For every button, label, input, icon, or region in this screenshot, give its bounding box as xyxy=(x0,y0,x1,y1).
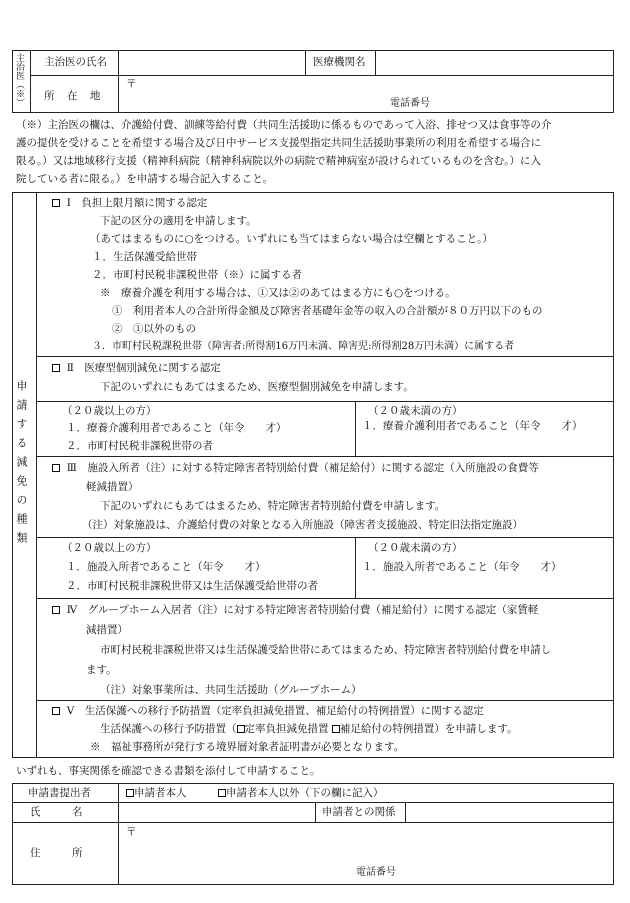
doctor-section-label: 主治医（※） xyxy=(14,53,24,107)
section-5-option-1-checkbox[interactable] xyxy=(237,725,245,733)
submitter-phone-label: 電話番号 xyxy=(356,867,396,878)
section-5-note: ※ 福祉事務所が発行する境界層対象者証明書が必要となります。 xyxy=(90,741,405,753)
section-1-title xyxy=(52,197,207,210)
section-4-title xyxy=(52,604,538,617)
table-border xyxy=(613,50,614,113)
section-1-suboption-1: ① 利用者本人の合計所得金額及び障害者基礎年金等の収入の合計額が８０万円以下のもの xyxy=(112,305,543,317)
section-2-intro: 下記のいずれにもあてはまるため、医療型個別減免を申請します。 xyxy=(100,381,414,393)
section-5-option-2-checkbox[interactable] xyxy=(332,725,340,733)
table-border xyxy=(30,50,31,113)
section-2-minor-heading: （２０歳未満の方） xyxy=(368,405,463,417)
submitter-other-checkbox[interactable] xyxy=(218,789,226,797)
table-border xyxy=(12,783,13,885)
table-border xyxy=(12,192,614,193)
section-4-body-cont: ます。 xyxy=(86,664,117,676)
section-5-option-1-label: 定率負担減免措置 xyxy=(244,723,329,735)
table-border xyxy=(355,401,356,457)
section-3-title xyxy=(52,462,539,475)
submitter-name-label: 氏 名 xyxy=(30,806,83,818)
medical-institution-label: 医療機関名 xyxy=(313,56,366,68)
section-1-intro: 下記の区分の適用を申請します。 xyxy=(100,215,257,227)
section-4-checkbox[interactable] xyxy=(52,606,60,614)
section-3-adult-option-1: １．施設入所者であること（年令 才） xyxy=(66,561,266,573)
table-border xyxy=(12,757,614,758)
table-border xyxy=(12,50,614,51)
section-3-checkbox[interactable] xyxy=(52,464,60,472)
section-5-body-start: 生活保護への移行予防措置（ xyxy=(100,723,237,735)
submitter-label: 申請書提出者 xyxy=(28,787,91,799)
table-border xyxy=(118,50,119,113)
table-border xyxy=(36,700,614,701)
attachment-note: いずれも、事実関係を確認できる書類を添付して申請すること。 xyxy=(16,765,321,777)
section-2-adult-option-1: １．療養介護利用者であること（年令 才） xyxy=(66,422,287,434)
table-border xyxy=(405,802,406,823)
section-3-minor-option-1: １．施設入所者であること（年令 才） xyxy=(362,561,562,573)
section-2-adult-option-2: ２．市町村民税非課税世帯の者 xyxy=(66,440,213,452)
section-3-note: （注）対象施設は、介護給付費の対象となる入所施設（障害者支援施設、特定旧法指定施設） xyxy=(82,519,523,531)
table-border xyxy=(375,50,376,76)
section-1-option-2: ２．市町村民税非課税世帯（※）に属する者 xyxy=(92,269,302,281)
doctor-address-field[interactable] xyxy=(120,77,611,111)
section-3-intro: 下記のいずれにもあてはまるため、特定障害者特別給付費を申請します。 xyxy=(100,500,446,512)
submitter-other-label: 申請者本人以外（下の欄に記入） xyxy=(226,787,384,799)
table-border xyxy=(315,802,316,823)
section-5-title-text: Ⅴ 生活保護への移行予防措置（定率負担減免措置、補足給付の特例措置）に関する認定 xyxy=(66,705,484,717)
doctor-postal-mark: 〒 xyxy=(126,78,137,90)
application-type-label: 申請する減免の種類 xyxy=(15,380,28,551)
section-3-title-cont: 軽減措置） xyxy=(86,481,139,493)
relation-label: 申請者との関係 xyxy=(322,806,396,818)
section-3-adult-option-2: ２．市町村民税非課税世帯又は生活保護受給世帯の者 xyxy=(66,580,318,592)
submitter-self-option[interactable] xyxy=(126,787,187,800)
section-5-body xyxy=(100,723,518,736)
table-border xyxy=(36,192,37,757)
section-1-note: ※ 療養介護を利用する場合は、①又は②のあてはまる方にも○をつける。 xyxy=(100,287,456,299)
doctor-note-line: （※）主治医の欄は、介護給付費、訓練等給付費（共同生活援助に係るものであって入浴、排せつ又は食事等の介 xyxy=(16,119,552,131)
doctor-note-line: 院している者に限る。）を申請する場合記入すること。 xyxy=(16,173,274,185)
section-5-checkbox[interactable] xyxy=(52,707,60,715)
table-border xyxy=(12,884,614,885)
section-1-instruction: （あてはまるものに○をつける。いずれにも当てはまらない場合は空欄とすること。） xyxy=(90,233,493,245)
table-border xyxy=(355,537,356,599)
section-1-option-3: ３．市町村民税課税世帯（障害者:所得割16万円未満、障害児:所得割28万円未満）に属する者 xyxy=(92,341,515,352)
section-3-adult-heading: （２０歳以上の方） xyxy=(62,542,157,554)
submitter-other-option[interactable] xyxy=(218,787,384,800)
section-5-option-2-label: 補足給付の特例措置 xyxy=(339,723,435,735)
section-2-title xyxy=(52,362,221,375)
section-2-adult-heading: （２０歳以上の方） xyxy=(62,405,157,417)
section-4-title-cont: 減措置） xyxy=(86,624,128,636)
doctor-note-line: 護の提供を受けることを希望する場合及び日中サービス支援型指定共同生活援助事業所の利用を希望する場合に xyxy=(16,137,541,149)
doctor-address-label: 所 在 地 xyxy=(44,90,102,102)
submitter-name-field[interactable] xyxy=(120,804,314,821)
section-1-option-1: １．生活保護受給世帯 xyxy=(92,251,197,263)
section-1-title-text: Ⅰ 負担上限月額に関する認定 xyxy=(66,197,208,209)
submitter-address-label: 住 所 xyxy=(30,847,83,859)
table-border xyxy=(12,822,614,823)
section-5-title xyxy=(52,705,484,718)
section-3-minor-heading: （２０歳未満の方） xyxy=(368,542,463,554)
table-border xyxy=(12,783,614,784)
section-2-checkbox[interactable] xyxy=(52,364,60,372)
table-border xyxy=(12,192,13,757)
doctor-name-label: 主治医の氏名 xyxy=(44,56,107,68)
table-border xyxy=(36,598,614,599)
section-4-title-text: Ⅳ グループホーム入居者（注）に対する特定障害者特別給付費（補足給付）に関する認定（家賃軽 xyxy=(66,604,539,616)
section-3-title-text: Ⅲ 施設入所者（注）に対する特定障害者特別給付費（補足給付）に関する認定（入所施設の食費等 xyxy=(66,462,539,474)
submitter-postal-mark: 〒 xyxy=(126,826,137,838)
section-5-body-end: ）を申請します。 xyxy=(434,723,518,735)
section-2-minor-option-1: １．療養介護利用者であること（年令 才） xyxy=(362,420,583,432)
relation-field[interactable] xyxy=(407,804,611,821)
doctor-note-line: 限る。）又は地域移行支援（精神科病院（精神科病院以外の病院で精神病室が設けられているものを含む。）に入 xyxy=(16,155,541,167)
section-1-suboption-2: ② ①以外のもの xyxy=(112,323,196,335)
table-border xyxy=(12,802,614,803)
section-2-title-text: Ⅱ 医療型個別減免に関する認定 xyxy=(66,362,221,374)
table-border xyxy=(36,537,614,538)
section-4-note: （注）対象事業所は、共同生活援助（グループホーム） xyxy=(100,684,362,696)
medical-institution-field[interactable] xyxy=(377,52,611,74)
table-border xyxy=(36,356,614,357)
submitter-self-label: 申請者本人 xyxy=(134,787,187,799)
table-border xyxy=(118,783,119,885)
section-4-body: 市町村民税非課税世帯又は生活保護受給世帯にあてはまるため、特定障害者特別給付費を申請し xyxy=(100,644,552,656)
table-border xyxy=(12,50,13,113)
table-border xyxy=(36,401,614,402)
table-border xyxy=(305,50,306,76)
table-border xyxy=(36,456,614,457)
table-border xyxy=(12,112,614,113)
section-1-checkbox[interactable] xyxy=(52,199,60,207)
table-border xyxy=(613,783,614,885)
submitter-self-checkbox[interactable] xyxy=(126,789,134,797)
doctor-phone-label: 電話番号 xyxy=(390,98,430,109)
table-border xyxy=(613,192,614,757)
doctor-name-field[interactable] xyxy=(120,52,304,74)
